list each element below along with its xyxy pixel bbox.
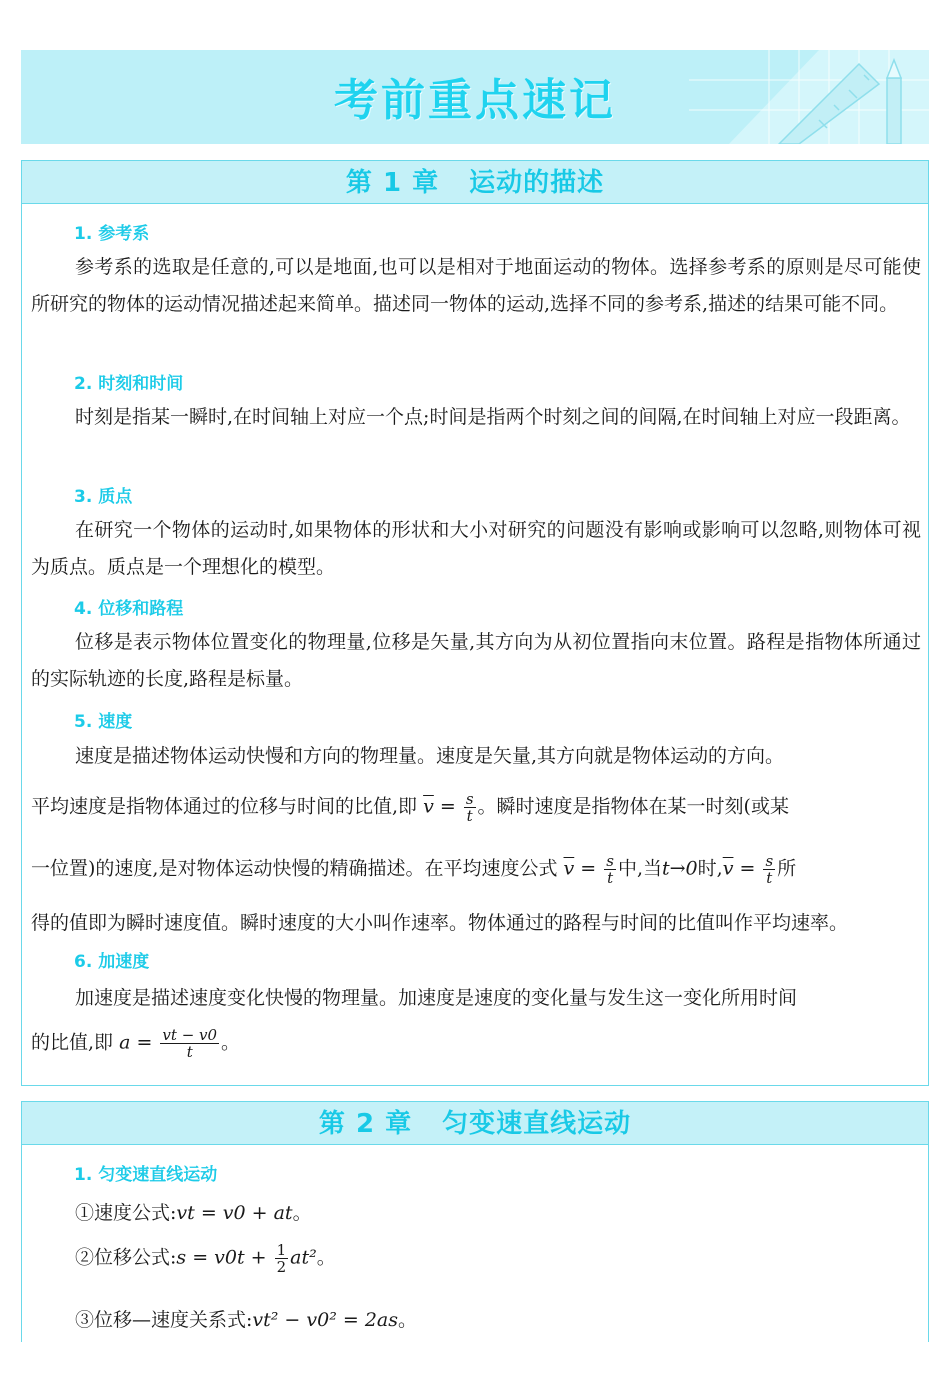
fraction: $\frac{vt - v0}{t}$ <box>162 1026 218 1061</box>
section-text: 参考系的选取是任意的,可以是地面,也可以是相对于地面运动的物体。选择参考系的原则是尽可能使所研究的物体的运动情况描述起来简单。描述同一物体的运动,选择不同的参考系,描述的结果可能不同。 <box>31 256 921 315</box>
formula-displacement-velocity: ③位移—速度关系式:vt² − v0² = 2as。 <box>75 1309 418 1331</box>
section-title: 2. 时刻和时间 <box>74 374 184 394</box>
section-title: 6. 加速度 <box>74 952 150 972</box>
chapter-2-heading: 第 2 章 匀变速直线运动 <box>22 1102 928 1145</box>
fraction: $\frac{s}{t}$ <box>465 790 474 825</box>
formula-displacement: ②位移公式:s = v0t + $\frac{1}{2}$ at²。 <box>75 1241 336 1276</box>
section-title: 4. 位移和路程 <box>74 599 184 619</box>
velocity-line-3: 一位置)的速度,是对物体运动快慢的精确描述。在平均速度公式 $\overline{v}$ = $\frac{s}{t}$ 中,当t→0时$,\overline{v}$ = $\frac{s}{t}$ 所 <box>31 852 797 887</box>
velocity-line-2: 平均速度是指物体通过的位移与时间的比值,即 $\overline{v}$ = $\frac{s}{t}$ 。瞬时速度是指物体在某一时刻(或某 <box>31 790 789 825</box>
section-text: 在研究一个物体的运动时,如果物体的形状和大小对研究的问题没有影响或影响可以忽略,则物体可视为质点。质点是一个理想化的模型。 <box>31 519 921 578</box>
chapter-1-heading: 第 1 章 运动的描述 <box>22 161 928 204</box>
section-title: 1. 匀变速直线运动 <box>74 1165 218 1185</box>
section-text: 位移是表示物体位置变化的物理量,位移是矢量,其方向为从初位置指向末位置。路程是指物体所通过的实际轨迹的长度,路程是标量。 <box>31 631 921 690</box>
chapter-2 <box>21 1101 929 1342</box>
section-title: 3. 质点 <box>74 487 133 507</box>
acceleration-line-2: 的比值,即 a = $\frac{vt - v0}{t}$ 。 <box>31 1026 241 1061</box>
section-title: 5. 速度 <box>74 712 133 732</box>
velocity-line-1: 速度是描述物体运动快慢和方向的物理量。速度是矢量,其方向就是物体运动的方向。 <box>75 745 785 767</box>
acceleration-line-1: 加速度是描述速度变化快慢的物理量。加速度是速度的变化量与发生这一变化所用时间 <box>75 987 798 1009</box>
ruler-pencil-icon <box>689 50 929 144</box>
section-title: 1. 参考系 <box>74 224 150 244</box>
section-text: 时刻是指某一瞬时,在时间轴上对应一个点;时间是指两个时刻之间的间隔,在时间轴上对应一段距离。 <box>75 406 911 428</box>
page-title: 考前重点速记 <box>334 75 616 126</box>
chapter-1 <box>21 160 929 1086</box>
header-banner <box>21 50 929 144</box>
formula-velocity: ①速度公式:vt = v0 + at。 <box>75 1202 312 1224</box>
velocity-line-4: 得的值即为瞬时速度值。瞬时速度的大小叫作速率。物体通过的路程与时间的比值叫作平均速率。 <box>31 912 849 934</box>
